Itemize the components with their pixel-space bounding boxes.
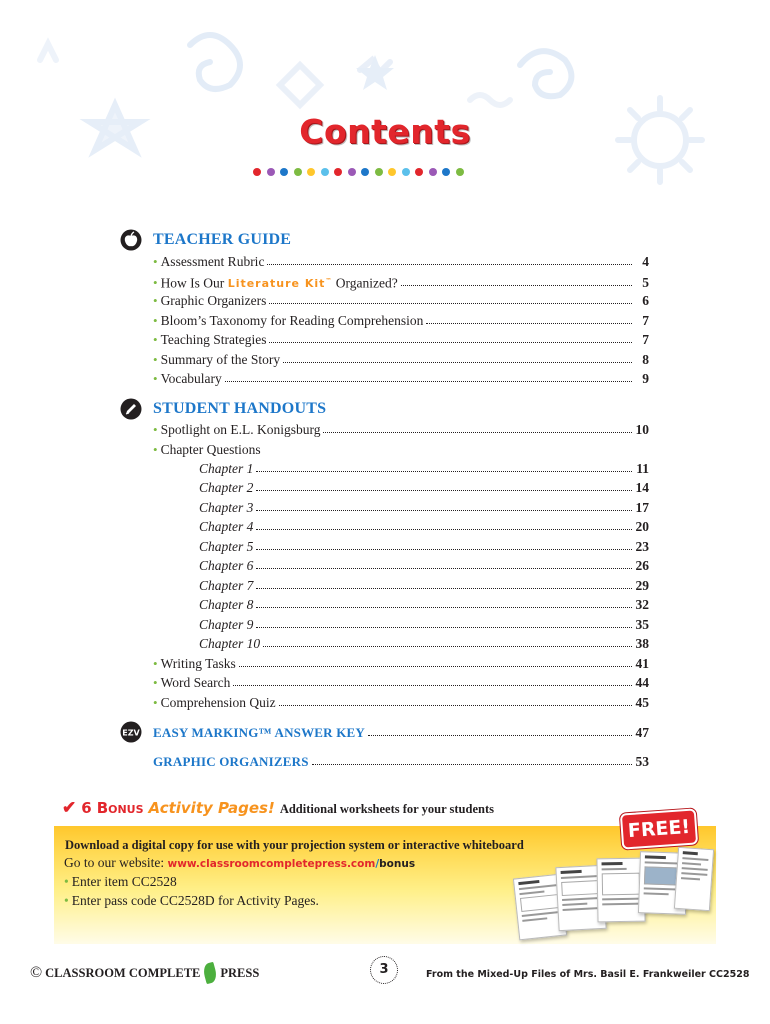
dot-leader — [256, 499, 632, 511]
toc-label: Word Search — [160, 675, 231, 690]
dot-leader — [426, 312, 632, 324]
color-dot — [280, 168, 288, 176]
answer-key-page: 47 — [635, 725, 649, 740]
dot-leader — [239, 655, 632, 667]
color-dot — [253, 168, 261, 176]
copyright-symbol: © — [30, 964, 43, 981]
bonus-word: Bonus — [96, 799, 144, 817]
publisher-logo — [30, 963, 259, 983]
toc-page-number: 7 — [642, 332, 649, 347]
literature-kit-brand: Literature Kit™ — [227, 277, 333, 291]
chapter-item[interactable] — [199, 517, 649, 536]
dot-leader — [256, 479, 632, 491]
dot-leader — [269, 292, 632, 304]
bullet-icon: • — [153, 254, 158, 269]
chapter-item[interactable] — [199, 634, 649, 653]
dot-leader — [256, 577, 632, 589]
publisher-name-left: CLASSROOM COMPLETE — [45, 965, 201, 980]
bullet-icon: • — [153, 312, 158, 328]
color-dot — [429, 168, 437, 176]
dot-leader — [279, 694, 632, 706]
color-dot — [442, 168, 450, 176]
toc-page-number: 17 — [635, 499, 649, 515]
website-line — [64, 855, 415, 871]
color-dots-divider — [253, 168, 464, 176]
graphic-organizers-row[interactable] — [153, 752, 649, 771]
teacher-guide-item[interactable] — [153, 252, 649, 271]
bullet-icon: • — [153, 422, 158, 437]
toc-label: Spotlight on E.L. Konigsburg — [160, 422, 321, 437]
toc-page-number: 29 — [635, 577, 649, 593]
answer-key-label: EASY MARKING™ ANSWER KEY — [153, 725, 365, 740]
toc-label: Comprehension Quiz — [160, 694, 276, 710]
toc-label: Chapter 5 — [199, 538, 254, 554]
dot-leader — [267, 253, 632, 265]
dot-leader — [256, 616, 632, 628]
bullet-icon: • — [153, 694, 158, 710]
bonus-count: 6 — [81, 799, 92, 817]
publisher-name-right: PRESS — [220, 965, 260, 980]
toc-page-number: 10 — [635, 422, 649, 437]
toc-page-number: 11 — [636, 461, 649, 476]
chapter-item[interactable] — [199, 556, 649, 575]
chapter-item[interactable] — [199, 498, 649, 517]
toc-page-number: 23 — [635, 538, 649, 554]
bullet-icon: • — [153, 293, 158, 308]
chapter-item[interactable] — [199, 537, 649, 556]
color-dot — [348, 168, 356, 176]
free-badge: FREE! — [620, 808, 698, 849]
toc-label: Chapter 6 — [199, 558, 254, 574]
answer-key-row[interactable] — [153, 723, 649, 742]
color-dot — [361, 168, 369, 176]
student-handout-item[interactable] — [153, 693, 649, 712]
color-dot — [321, 168, 329, 176]
toc-label: How Is Our Literature Kit™ Organized? — [160, 275, 398, 291]
bullet-icon: • — [153, 351, 158, 367]
toc-page-number: 38 — [635, 636, 649, 652]
color-dot — [334, 168, 342, 176]
enter-item-text: Enter item CC2528 — [71, 874, 177, 889]
toc-label: Chapter 10 — [199, 636, 261, 652]
check-icon: ✔ — [62, 798, 77, 817]
dot-leader — [233, 674, 632, 686]
color-dot — [307, 168, 315, 176]
bullet-icon: • — [153, 655, 158, 671]
page-title: Contents — [299, 112, 471, 151]
page-number: 3 — [370, 956, 398, 984]
book-title-footer: From the Mixed-Up Files of Mrs. Basil E. Frankweiler CC2528 — [426, 969, 750, 980]
toc-page-number: 5 — [642, 275, 649, 291]
toc-page-number: 9 — [642, 371, 649, 386]
bullet-icon: • — [153, 441, 158, 457]
toc-label: Vocabulary — [160, 371, 222, 386]
teacher-guide-item[interactable] — [153, 291, 649, 310]
toc-label: Assessment Rubric — [160, 254, 265, 269]
worksheet-thumbnail — [674, 847, 714, 911]
chapter-item[interactable] — [199, 459, 649, 478]
pencil-icon — [120, 398, 142, 420]
chapter-item[interactable] — [199, 595, 649, 614]
color-dot — [267, 168, 275, 176]
toc-page-number: 35 — [635, 616, 649, 632]
teacher-guide-heading: TEACHER GUIDE — [153, 231, 292, 248]
toc-label: Summary of the Story — [160, 351, 281, 367]
dot-leader — [323, 421, 632, 433]
bullet-icon: • — [64, 893, 69, 908]
chapter-item[interactable] — [199, 576, 649, 595]
student-handouts-heading: STUDENT HANDOUTS — [153, 400, 327, 417]
toc-label: Chapter 1 — [199, 461, 254, 476]
toc-page-number: 45 — [635, 694, 649, 710]
teacher-guide-item[interactable] — [153, 369, 649, 388]
color-dot — [402, 168, 410, 176]
dot-leader — [256, 518, 632, 530]
color-dot — [294, 168, 302, 176]
toc-label: Writing Tasks — [160, 655, 236, 671]
student-handout-item[interactable] — [153, 654, 649, 673]
toc-page-number: 4 — [642, 254, 649, 269]
dot-leader — [401, 274, 632, 286]
enter-item-line — [64, 874, 177, 890]
chapter-questions-item[interactable] — [153, 440, 649, 459]
bullet-icon: • — [153, 275, 158, 291]
toc-page-number: 6 — [642, 293, 649, 308]
toc-page-number: 32 — [635, 597, 649, 613]
spotlight-item[interactable] — [153, 420, 649, 439]
toc-page-number: 44 — [635, 675, 649, 690]
dot-leader — [263, 635, 632, 647]
apple-icon — [120, 229, 142, 251]
chapter-item[interactable] — [199, 478, 649, 497]
graphic-organizers-page: 53 — [635, 754, 649, 769]
dot-leader — [283, 351, 632, 363]
graphic-organizers-label: GRAPHIC ORGANIZERS — [153, 754, 309, 769]
toc-label: Chapter 3 — [199, 499, 254, 515]
dot-leader — [256, 557, 632, 569]
toc-page-number: 14 — [635, 480, 649, 496]
dot-leader — [256, 538, 632, 550]
toc-label: Teaching Strategies — [160, 332, 267, 347]
toc-label: Chapter 9 — [199, 616, 254, 632]
toc-label: Chapter 2 — [199, 480, 254, 496]
website-prefix: Go to our website: — [64, 855, 165, 870]
bonus-activity-line — [62, 798, 494, 818]
toc-label: Chapter 8 — [199, 597, 254, 613]
toc-label: Graphic Organizers — [160, 293, 267, 308]
toc-label: Bloom’s Taxonomy for Reading Comprehension — [160, 312, 424, 328]
enter-pass-line — [64, 893, 319, 909]
enter-pass-text: Enter pass code CC2528D for Activity Pages. — [71, 893, 319, 908]
download-instructions: Download a digital copy for use with your projection system or interactive whiteboard — [65, 838, 524, 852]
bullet-icon: • — [153, 332, 158, 347]
dot-leader — [256, 460, 632, 472]
chapter-item[interactable] — [199, 615, 649, 634]
toc-label: Chapter 4 — [199, 519, 254, 535]
dot-leader — [312, 753, 632, 765]
website-link[interactable]: www.classroomcompletepress.com/bonus — [167, 858, 416, 870]
toc-label: Chapter 7 — [199, 577, 254, 593]
teacher-guide-item[interactable] — [153, 311, 649, 330]
bullet-icon: • — [64, 874, 69, 889]
student-handout-item[interactable] — [153, 673, 649, 692]
teacher-guide-item[interactable] — [153, 350, 649, 369]
color-dot — [388, 168, 396, 176]
toc-page-number: 7 — [642, 312, 649, 328]
dot-leader — [256, 596, 632, 608]
ezv-text: EZV — [122, 728, 140, 738]
bonus-description: Additional worksheets for your students — [279, 802, 494, 816]
dot-leader — [225, 370, 632, 382]
dot-leader — [368, 724, 632, 736]
bonus-activity-pages: Activity Pages! — [148, 799, 275, 817]
teacher-guide-item[interactable] — [153, 272, 649, 291]
bullet-icon: • — [153, 371, 158, 386]
toc-label: Chapter Questions — [160, 441, 261, 457]
dot-leader — [269, 331, 632, 343]
toc-page-number: 20 — [635, 519, 649, 535]
teacher-guide-item[interactable] — [153, 330, 649, 349]
color-dot — [456, 168, 464, 176]
toc-page-number: 8 — [642, 351, 649, 367]
bullet-icon: • — [153, 675, 158, 690]
easy-marking-icon — [120, 721, 142, 743]
toc-page-number: 26 — [635, 558, 649, 574]
toc-page-number: 41 — [635, 655, 649, 671]
color-dot — [375, 168, 383, 176]
leaf-icon — [202, 962, 219, 984]
color-dot — [415, 168, 423, 176]
